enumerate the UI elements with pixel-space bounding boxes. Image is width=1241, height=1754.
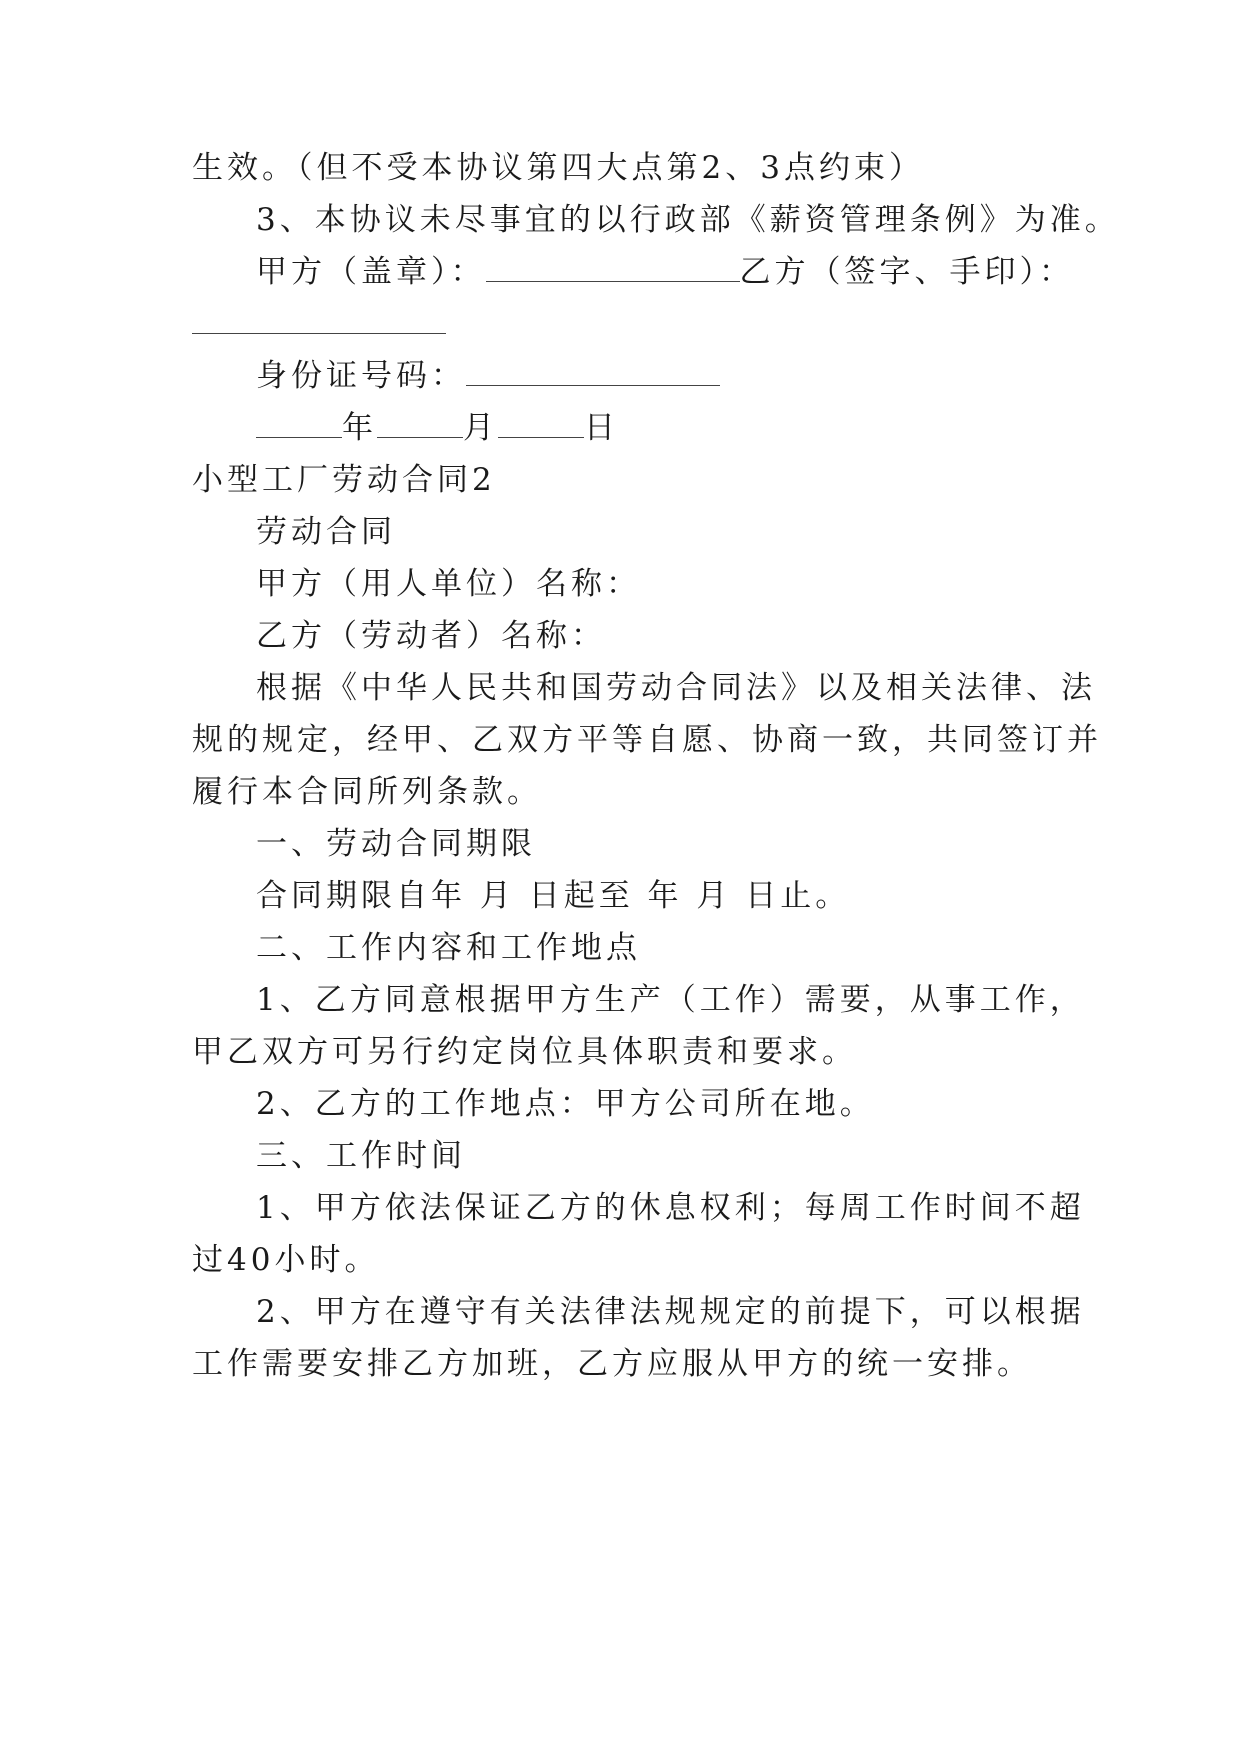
text-line: 1、甲方依法保证乙方的休息权利；每周工作时间不超 <box>256 1190 1085 1226</box>
day-blank <box>498 409 584 438</box>
text-line: 工作需要安排乙方加班，乙方应服从甲方的统一安排。 <box>192 1346 1032 1382</box>
party-b-sign-blank <box>192 305 446 334</box>
text-line: 2、甲方在遵守有关法律法规规定的前提下，可以根据 <box>256 1294 1085 1330</box>
text-line: 过40小时。 <box>192 1242 380 1278</box>
date-line <box>0 408 1241 448</box>
text-line: 规的规定，经甲、乙双方平等自愿、协商一致，共同签订并 <box>192 722 1102 758</box>
year-blank <box>256 409 342 438</box>
text-line: 乙方（劳动者）名称： <box>256 618 606 654</box>
text-line: 甲方（用人单位）名称： <box>256 566 641 602</box>
clause-heading: 三、工作时间 <box>256 1138 466 1174</box>
text-line: 根据《中华人民共和国劳动合同法》以及相关法律、法 <box>256 670 1096 706</box>
month-label: 月 <box>463 410 498 446</box>
id-number-line <box>0 356 1241 396</box>
contract-heading: 劳动合同 <box>256 514 396 550</box>
year-label: 年 <box>342 410 377 446</box>
clause-heading: 一、劳动合同期限 <box>256 826 536 862</box>
clause-heading: 二、工作内容和工作地点 <box>256 930 641 966</box>
text-line: 3、本协议未尽事宜的以行政部《薪资管理条例》为准。 <box>256 202 1120 238</box>
text-line: 甲乙双方可另行约定岗位具体职责和要求。 <box>192 1034 857 1070</box>
id-number-label: 身份证号码： <box>256 358 466 394</box>
text-line: 2、乙方的工作地点：甲方公司所在地。 <box>256 1086 875 1122</box>
party-a-seal-blank <box>486 253 740 282</box>
party-b-sign-label: 乙方（签字、手印）： <box>739 254 1074 290</box>
text-line: 生效。（但不受本协议第四大点第2、3点约束） <box>192 150 924 186</box>
text-line: 履行本合同所列条款。 <box>192 774 542 810</box>
section-title: 小型工厂劳动合同2 <box>192 462 496 498</box>
party-a-seal-label: 甲方（盖章）： <box>256 254 486 290</box>
text-line: 合同期限自年 月 日起至 年 月 日止。 <box>256 878 851 914</box>
month-blank <box>377 409 463 438</box>
party-b-sign-blank-line <box>0 304 1241 344</box>
id-number-blank <box>466 357 720 386</box>
day-label: 日 <box>584 410 619 446</box>
text-line: 1、乙方同意根据甲方生产（工作）需要，从事工作， <box>256 982 1085 1018</box>
signature-line-party-a <box>0 252 1241 292</box>
